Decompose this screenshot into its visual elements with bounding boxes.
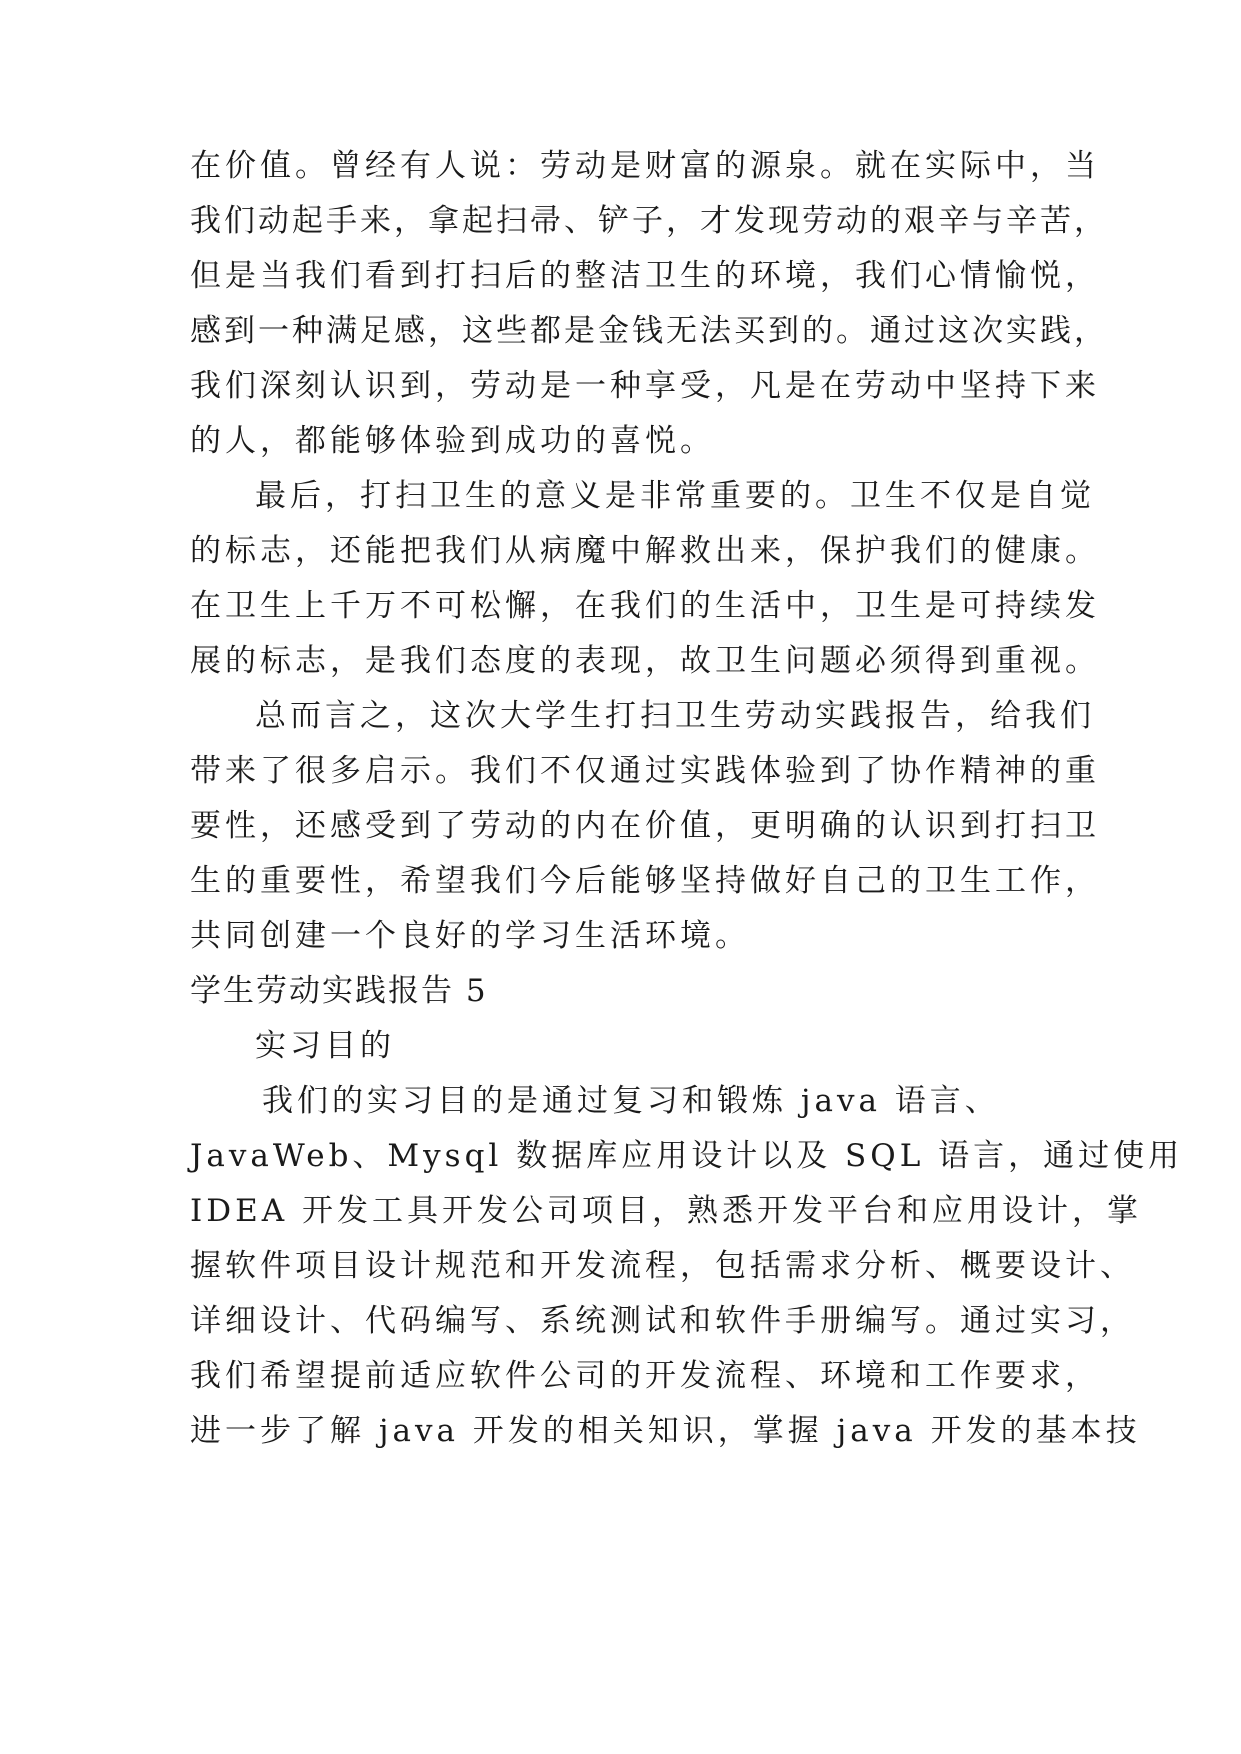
- paragraph-line: 我们动起手来，拿起扫帚、铲子，才发现劳动的艰辛与辛苦，: [190, 203, 1108, 239]
- paragraph-line: 展的标志，是我们态度的表现，故卫生问题必须得到重视。: [190, 643, 1100, 679]
- paragraph-line: 最后，打扫卫生的意义是非常重要的。卫生不仅是自觉: [255, 478, 1095, 514]
- paragraph-line: 总而言之，这次大学生打扫卫生劳动实践报告，给我们: [255, 698, 1095, 734]
- paragraph-line: 在卫生上千万不可松懈，在我们的生活中，卫生是可持续发: [190, 588, 1100, 624]
- section-heading: 学生劳动实践报告 5: [190, 973, 488, 1009]
- paragraph-line: 在价值。曾经有人说：劳动是财富的源泉。就在实际中，当: [190, 148, 1100, 184]
- paragraph-line: 握软件项目设计规范和开发流程，包括需求分析、概要设计、: [190, 1248, 1135, 1284]
- paragraph-line: 要性，还感受到了劳动的内在价值，更明确的认识到打扫卫: [190, 808, 1100, 844]
- paragraph-line: 感到一种满足感，这些都是金钱无法买到的。通过这次实践，: [190, 313, 1108, 349]
- subsection-heading: 实习目的: [255, 1028, 395, 1064]
- paragraph-line: 的人，都能够体验到成功的喜悦。: [190, 423, 715, 459]
- paragraph-line: 我们深刻认识到，劳动是一种享受，凡是在劳动中坚持下来: [190, 368, 1100, 404]
- paragraph-line: 但是当我们看到打扫后的整洁卫生的环境，我们心情愉悦，: [190, 258, 1100, 294]
- paragraph-line: 的标志，还能把我们从病魔中解救出来，保护我们的健康。: [190, 533, 1100, 569]
- paragraph-line: 带来了很多启示。我们不仅通过实践体验到了协作精神的重: [190, 753, 1100, 789]
- paragraph-line: 进一步了解 java 开发的相关知识，掌握 java 开发的基本技: [190, 1413, 1141, 1449]
- paragraph-line: 我们的实习目的是通过复习和锻炼 java 语言、: [262, 1083, 1000, 1119]
- paragraph-line: 详细设计、代码编写、系统测试和软件手册编写。通过实习，: [190, 1303, 1135, 1339]
- paragraph-line: 生的重要性，希望我们今后能够坚持做好自己的卫生工作，: [190, 863, 1100, 899]
- paragraph-line: IDEA 开发工具开发公司项目，熟悉开发平台和应用设计，掌: [190, 1193, 1142, 1229]
- paragraph-line: 我们希望提前适应软件公司的开发流程、环境和工作要求，: [190, 1358, 1100, 1394]
- paragraph-line: JavaWeb、Mysql 数据库应用设计以及 SQL 语言，通过使用: [190, 1138, 1184, 1174]
- paragraph-line: 共同创建一个良好的学习生活环境。: [190, 918, 750, 954]
